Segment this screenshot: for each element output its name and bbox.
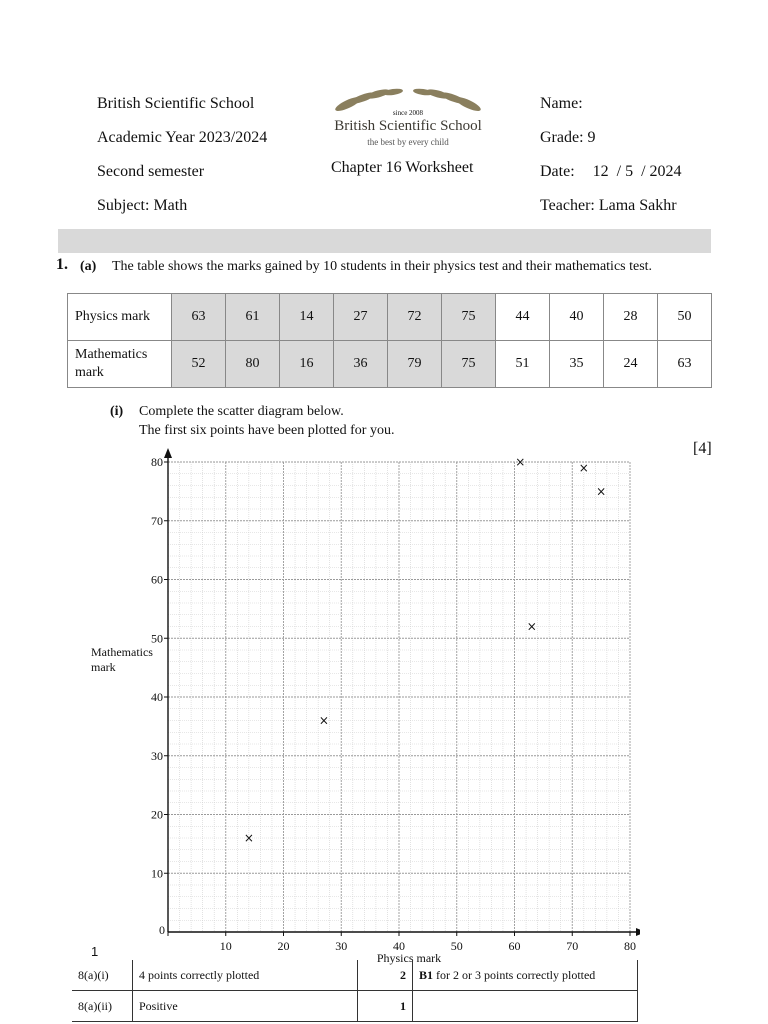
x-tick-label: 70: [566, 939, 579, 953]
table-cell: 75: [442, 294, 496, 341]
y-tick-label: 60: [151, 572, 163, 587]
scatter-point: ×: [243, 831, 254, 845]
table-cell: 28: [604, 294, 658, 341]
markscheme-marks: 1: [358, 991, 413, 1022]
marks-table: [67, 293, 712, 388]
markscheme-row: [72, 991, 638, 1022]
date-row: [540, 163, 682, 181]
scatter-point: ×: [596, 484, 607, 499]
table-cell: 35: [550, 341, 604, 388]
physics-row: [68, 294, 712, 341]
mathematics-row: [68, 341, 712, 388]
table-cell: 14: [280, 294, 334, 341]
physics-row-header: Physics mark: [68, 294, 172, 341]
school-logo: [308, 84, 508, 154]
table-cell: 63: [658, 341, 712, 388]
x-tick-label: 80: [624, 939, 636, 953]
table-cell: 36: [334, 341, 388, 388]
grade: Grade: 9: [540, 129, 596, 146]
subject: Subject: Math: [97, 197, 188, 214]
markscheme-marks: 2: [358, 960, 413, 991]
x-tick-label: 0: [159, 923, 165, 937]
marks-allocation: [4]: [693, 440, 712, 457]
table-cell: 79: [388, 341, 442, 388]
scatter-chart: [90, 446, 640, 966]
scatter-point: ×: [578, 460, 589, 475]
markscheme-ref: 8(a)(ii): [72, 991, 133, 1022]
scatter-point: ×: [515, 455, 526, 469]
scatter-svg: [90, 446, 640, 966]
mathematics-row-header: Mathematics mark: [68, 341, 172, 388]
table-cell: 24: [604, 341, 658, 388]
table-cell: 51: [496, 341, 550, 388]
scatter-point: ×: [318, 713, 329, 728]
x-tick-label: 10: [219, 939, 232, 953]
x-axis-arrow-icon: [636, 928, 640, 936]
scatter-point: ×: [526, 619, 537, 634]
table-cell: 50: [658, 294, 712, 341]
y-tick-label: 50: [151, 631, 163, 646]
academic-year: Academic Year 2023/2024: [97, 129, 268, 146]
question-text: The table shows the marks gained by 10 students in their physics test and their mathematics test.: [112, 259, 653, 274]
markscheme-table: [72, 960, 638, 1022]
y-tick-label: 70: [151, 513, 163, 528]
school-name: British Scientific School: [97, 95, 255, 112]
teacher: Teacher: Lama Sakhr: [540, 197, 677, 214]
y-tick-label: 80: [151, 455, 163, 469]
logo-tagline: the best by every child: [367, 137, 449, 147]
table-cell: 52: [172, 341, 226, 388]
x-tick-label: 40: [393, 939, 405, 953]
logo-name: British Scientific School: [334, 118, 482, 134]
x-tick-label: 50: [450, 939, 463, 953]
table-cell: 40: [550, 294, 604, 341]
name-label: Name:: [540, 95, 583, 112]
date-label: Date:: [540, 163, 575, 180]
markscheme-answer: Positive: [133, 991, 358, 1022]
x-axis-label: Physics mark: [376, 951, 442, 965]
x-tick-label: 30: [335, 939, 348, 953]
table-cell: 72: [388, 294, 442, 341]
table-cell: 61: [226, 294, 280, 341]
date-value: 12 / 5 / 2024: [592, 163, 682, 180]
table-cell: 63: [172, 294, 226, 341]
y-tick-label: 20: [151, 807, 163, 822]
markscheme-notes: [413, 991, 638, 1022]
table-cell: 27: [334, 294, 388, 341]
markscheme-notes-bold: B1: [419, 967, 434, 982]
table-cell: 44: [496, 294, 550, 341]
y-tick-label: 10: [151, 866, 163, 881]
table-cell: 80: [226, 341, 280, 388]
y-tick-label: 30: [151, 748, 163, 763]
sub-question-text-1: Complete the scatter diagram below.: [139, 404, 344, 419]
markscheme-ref: 8(a)(i): [72, 960, 133, 991]
markscheme-answer: 4 points correctly plotted: [133, 960, 358, 991]
table-cell: 16: [280, 341, 334, 388]
y-axis-label: Mathematics mark: [91, 644, 153, 674]
worksheet-title: Chapter 16 Worksheet: [331, 159, 474, 176]
semester: Second semester: [97, 163, 205, 180]
page-number: 1: [91, 944, 99, 959]
y-tick-label: 40: [151, 690, 163, 704]
question-number: 1.: [56, 256, 68, 273]
question-part-label: (a): [80, 259, 97, 274]
sub-question-text-2: The first six points have been plotted for you.: [139, 423, 395, 438]
markscheme-notes-text: for 2 or 3 points correctly plotted: [433, 967, 596, 982]
markscheme-row: [72, 960, 638, 991]
table-cell: 75: [442, 341, 496, 388]
sub-question-label: (i): [110, 404, 124, 419]
header-divider-band: [58, 229, 711, 253]
markscheme-notes: [413, 960, 638, 991]
x-tick-label: 20: [277, 939, 290, 953]
y-axis-arrow-icon: [164, 448, 172, 458]
x-tick-label: 60: [508, 939, 521, 953]
logo-since: since 2008: [392, 109, 424, 117]
